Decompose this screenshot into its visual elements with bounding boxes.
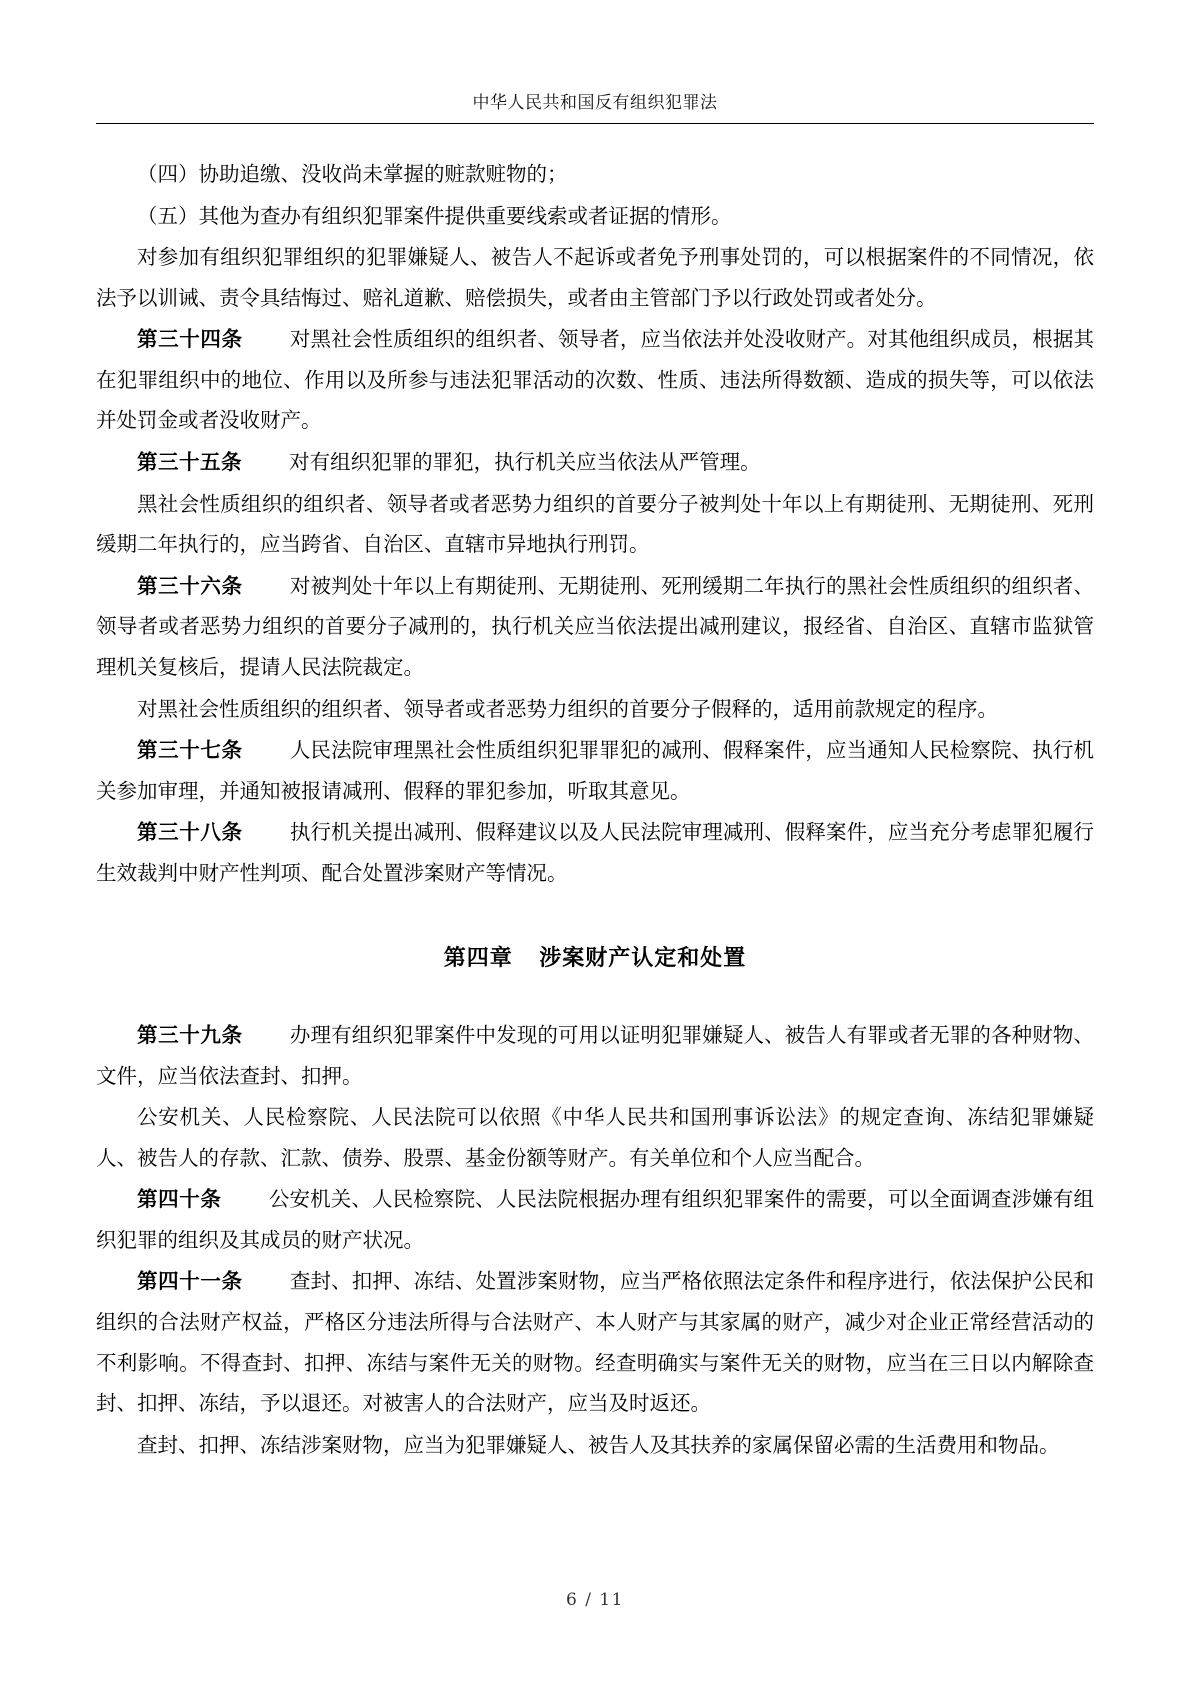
paragraph-text: 办理有组织犯罪案件中发现的可用以证明犯罪嫌疑人、被告人有罪或者无罪的各种财物、文件，应当依法查封、扣押。	[96, 1022, 1094, 1088]
article-number: 第三十五条	[137, 450, 242, 475]
page-footer	[0, 1590, 1190, 1610]
chapter-heading	[96, 937, 1094, 981]
article-paragraph	[96, 730, 1094, 811]
page-header	[96, 88, 1094, 123]
article-paragraph	[96, 319, 1094, 441]
article-paragraph	[96, 812, 1094, 893]
paragraph-text: 人民法院审理黑社会性质组织犯罪罪犯的减刑、假释案件，应当通知人民检察院、执行机关参加审理，并通知被报请减刑、假释的罪犯参加，听取其意见。	[96, 738, 1094, 803]
chapter-number: 第四章	[443, 945, 513, 972]
header-divider	[96, 123, 1094, 124]
document-body	[96, 154, 1094, 1465]
paragraph	[96, 689, 1094, 730]
article-paragraph	[96, 566, 1094, 688]
paragraph-text: 对黑社会性质组织的组织者、领导者，应当依法并处没收财产。对其他组织成员，根据其在犯罪组织中的地位、作用以及所参与违法犯罪活动的次数、性质、违法所得数额、造成的损失等，可以依法并处罚金或者没收财产。	[96, 327, 1094, 433]
chapter-name: 涉案财产认定和处置	[539, 945, 747, 972]
article-number: 第三十六条	[137, 573, 243, 598]
article-number: 第三十七条	[137, 738, 243, 763]
paragraph-text: 对被判处十年以上有期徒刑、无期徒刑、死刑缓期二年执行的黑社会性质组织的组织者、领导者或者恶势力组织的首要分子减刑的，执行机关应当依法提出减刑建议，报经省、自治区、直辖市监狱管理机关复核后，提请人民法院裁定。	[96, 573, 1094, 679]
paragraph-text: 查封、扣押、冻结涉案财物，应当为犯罪嫌疑人、被告人及其扶养的家属保留必需的生活费用和物品。	[137, 1432, 1060, 1457]
page-number: 6 / 11	[566, 1590, 624, 1610]
article-number: 第四十一条	[137, 1269, 243, 1294]
paragraph-text: 对黑社会性质组织的组织者、领导者或者恶势力组织的首要分子假释的，适用前款规定的程序。	[137, 696, 998, 721]
article-number: 第三十四条	[137, 327, 243, 352]
paragraph-text: 公安机关、人民检察院、人民法院可以依照《中华人民共和国刑事诉讼法》的规定查询、冻结犯罪嫌疑人、被告人的存款、汇款、债券、股票、基金份额等财产。有关单位和个人应当配合。	[96, 1105, 1094, 1170]
article-paragraph	[96, 1179, 1094, 1260]
article-number: 第三十八条	[137, 820, 243, 845]
paragraph	[96, 196, 1094, 237]
paragraph	[96, 484, 1094, 565]
paragraph-text: （四）协助追缴、没收尚未掌握的赃款赃物的；	[137, 162, 568, 186]
paragraph-text: 查封、扣押、冻结、处置涉案财物，应当严格依照法定条件和程序进行，依法保护公民和组织的合法财产权益，严格区分违法所得与合法财产、本人财产与其家属的财产，减少对企业正常经营活动的不利影响。不得查封、扣押、冻结与案件无关的财物。经查明确实与案件无关的财物，应当在三日以内解除查封、扣押、冻结，予以退还。对被害人的合法财产，应当及时返还。	[96, 1269, 1094, 1416]
paragraph	[96, 1097, 1094, 1178]
article-number: 第四十条	[137, 1187, 222, 1212]
paragraph	[96, 237, 1094, 318]
paragraph-text: 对有组织犯罪的罪犯，执行机关应当依法从严管理。	[289, 450, 761, 475]
paragraph	[96, 154, 1094, 195]
paragraph-text: 黑社会性质组织的组织者、领导者或者恶势力组织的首要分子被判处十年以上有期徒刑、无期徒刑、死刑缓期二年执行的，应当跨省、自治区、直辖市异地执行刑罚。	[96, 491, 1094, 557]
paragraph-text: 公安机关、人民检察院、人民法院根据办理有组织犯罪案件的需要，可以全面调查涉嫌有组织犯罪的组织及其成员的财产状况。	[96, 1187, 1095, 1252]
paragraph-text: 对参加有组织犯罪组织的犯罪嫌疑人、被告人不起诉或者免予刑事处罚的，可以根据案件的不同情况，依法予以训诫、责令具结悔过、赔礼道歉、赔偿损失，或者由主管部门予以行政处罚或者处分。	[96, 245, 1094, 310]
article-paragraph	[96, 442, 1094, 483]
paragraph	[96, 1425, 1094, 1466]
article-number: 第三十九条	[137, 1022, 243, 1047]
header-title: 中华人民共和国反有组织犯罪法	[472, 93, 718, 113]
paragraph-text: 执行机关提出减刑、假释建议以及人民法院审理减刑、假释案件，应当充分考虑罪犯履行生效裁判中财产性判项、配合处置涉案财产等情况。	[96, 820, 1094, 885]
paragraph-text: （五）其他为查办有组织犯罪案件提供重要线索或者证据的情形。	[137, 203, 732, 228]
article-paragraph	[96, 1015, 1094, 1096]
article-paragraph	[96, 1261, 1094, 1423]
